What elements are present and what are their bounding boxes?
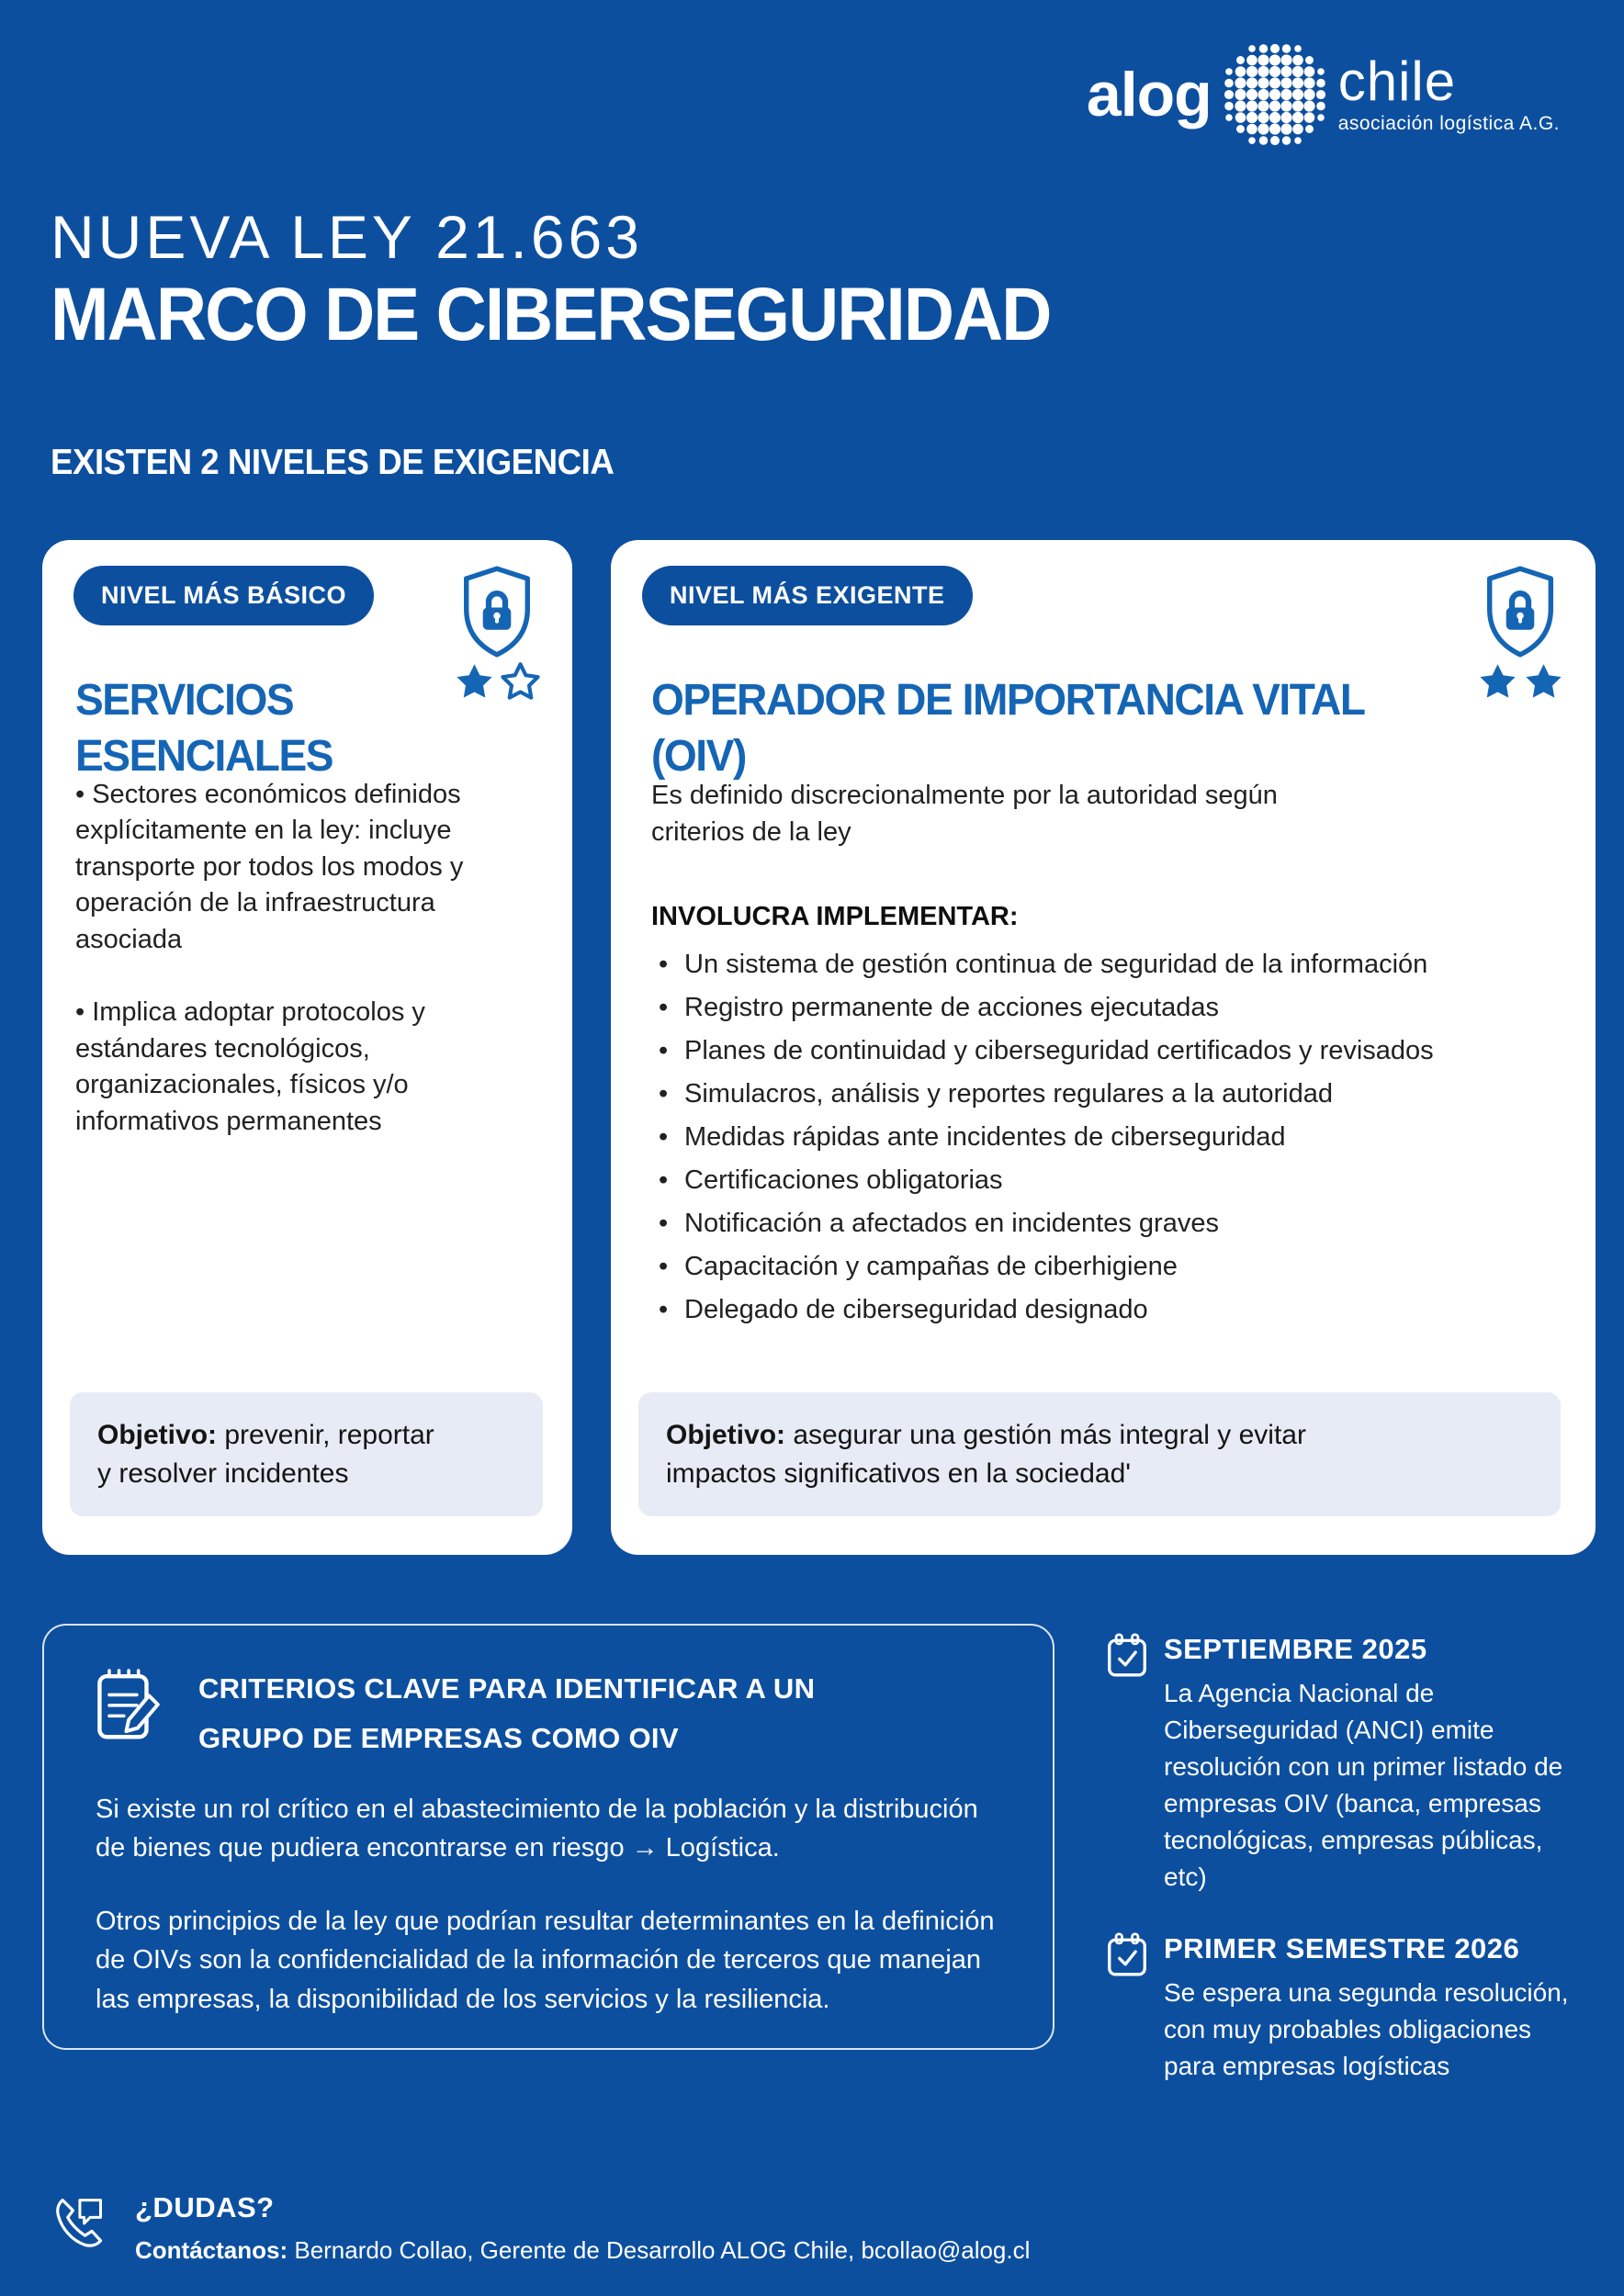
calendar-check-icon xyxy=(1107,1932,1147,1977)
objective-text: asegurar una gestión más integral y evitar impactos significativos en la sociedad' xyxy=(666,1420,1306,1489)
list-item: • Planes de continuidad y ciberseguridad certificados y revisados xyxy=(651,1032,1515,1069)
footer-contact-label: Contáctanos: xyxy=(135,2236,288,2264)
criteria-box xyxy=(42,1624,1054,2050)
list-item: • Un sistema de gestión continua de seguridad de la información xyxy=(651,946,1515,983)
bullet-list xyxy=(75,777,541,1140)
list-item: • Notificación a afectados en incidentes graves xyxy=(651,1205,1515,1242)
card-servicios-esenciales xyxy=(42,540,572,1555)
card-title: OPERADOR DE IMPORTANCIA VITAL (OIV) xyxy=(651,675,1364,782)
timeline-title: PRIMER SEMESTRE 2026 xyxy=(1164,1932,1520,1965)
list-header: INVOLUCRA IMPLEMENTAR: xyxy=(651,902,1019,932)
level-cards xyxy=(42,540,1596,1555)
criteria-header xyxy=(96,1664,1001,1764)
star-filled-icon xyxy=(1477,661,1518,703)
list-item: • Delegado de ciberseguridad designado xyxy=(651,1291,1515,1328)
objective-label: Objetivo: xyxy=(666,1420,786,1451)
footer-text xyxy=(135,2191,1030,2265)
criteria-title: CRITERIOS CLAVE PARA IDENTIFICAR A UN GRUPO DE EMPRESAS COMO OIV xyxy=(198,1672,816,1755)
objective-text: prevenir, reportar y resolver incidentes xyxy=(97,1420,434,1489)
timeline-item-sem1-2026 xyxy=(1107,1932,1577,2085)
shield-lock-icon xyxy=(1479,564,1562,659)
page-subtitle: EXISTEN 2 NIVELES DE EXIGENCIA xyxy=(51,443,615,482)
star-filled-icon xyxy=(1523,661,1564,703)
list-item: • Capacitación y campañas de ciberhigiene xyxy=(651,1248,1515,1285)
law-kicker: NUEVA LEY 21.663 xyxy=(51,203,643,271)
footer-contact xyxy=(51,2191,1030,2265)
notepad-pencil-icon xyxy=(96,1664,164,1750)
criteria-paragraph: Otros principios de la ley que podrían resultar determinantes en la definición de OIVs son la confidencialidad de la información de terceros que manejan las empresas, la disponibilidad de los servicios y la resiliencia. xyxy=(96,1907,995,2014)
criteria-body xyxy=(96,1790,1001,2020)
timeline-title: SEPTIEMBRE 2025 xyxy=(1164,1633,1427,1665)
card-body xyxy=(75,777,541,1140)
security-emblem xyxy=(1467,564,1573,703)
phone-chat-icon xyxy=(51,2191,107,2258)
objective-box xyxy=(70,1392,543,1516)
rating-stars xyxy=(1477,661,1564,703)
footer-contact-text: Bernardo Collao, Gerente de Desarrollo ALOG Chile, bcollao@alog.cl xyxy=(288,2236,1031,2264)
shield-lock-icon xyxy=(456,564,538,659)
timeline xyxy=(1107,1633,1603,2085)
objective-box xyxy=(638,1392,1561,1516)
card-intro: Es definido discrecionalmente por la autoridad según criterios de la ley xyxy=(651,781,1278,848)
list-item: • Medidas rápidas ante incidentes de ciberseguridad xyxy=(651,1119,1515,1155)
timeline-item-sept-2025 xyxy=(1107,1633,1577,1896)
page-title: MARCO DE CIBERSEGURIDAD xyxy=(51,273,1051,356)
criteria-paragraph: Si existe un rol crítico en el abastecimiento de la población y la distribución de bienes que pudiera encontrarse en riesgo → Logística. xyxy=(96,1794,978,1863)
timeline-body: Se espera una segunda resolución, con muy probables obligaciones para empresas logísticas xyxy=(1164,1978,1569,2081)
list-item: • Implica adoptar protocolos y estándares tecnológicos, organizacionales, físicos y/o informativos permanentes xyxy=(75,995,541,1140)
globe-icon xyxy=(1219,39,1331,151)
calendar-check-icon xyxy=(1107,1633,1147,1678)
alog-chile-logo xyxy=(1087,39,1560,151)
requirements-list xyxy=(651,946,1515,1328)
level-badge: NIVEL MÁS EXIGENTE xyxy=(642,566,973,625)
timeline-body: La Agencia Nacional de Ciberseguridad (ANCI) emite resolución con un primer listado de empresas OIV (banca, empresas tecnológicas, empresas públicas, etc) xyxy=(1164,1679,1563,1892)
card-body xyxy=(651,777,1559,1328)
footer-title: ¿DUDAS? xyxy=(135,2191,275,2223)
list-item: • Registro permanente de acciones ejecutadas xyxy=(651,989,1515,1026)
logo-chile-text: chile xyxy=(1337,51,1457,112)
logo-tagline: asociación logística A.G. xyxy=(1337,113,1560,134)
level-badge: NIVEL MÁS BÁSICO xyxy=(73,566,374,625)
card-operador-oiv xyxy=(611,540,1596,1555)
list-item: • Simulacros, análisis y reportes regulares a la autoridad xyxy=(651,1075,1515,1112)
card-title: SERVICIOS ESENCIALES xyxy=(75,675,333,782)
objective-label: Objetivo: xyxy=(97,1420,218,1451)
logo-alog-text: alog xyxy=(1086,60,1212,129)
footer-contact-line xyxy=(135,2236,1030,2265)
list-item: • Sectores económicos definidos explícitamente en la ley: incluye transporte por todos los modos y operación de la infraestructura asociada xyxy=(75,777,541,958)
list-item: • Certificaciones obligatorias xyxy=(651,1162,1515,1199)
